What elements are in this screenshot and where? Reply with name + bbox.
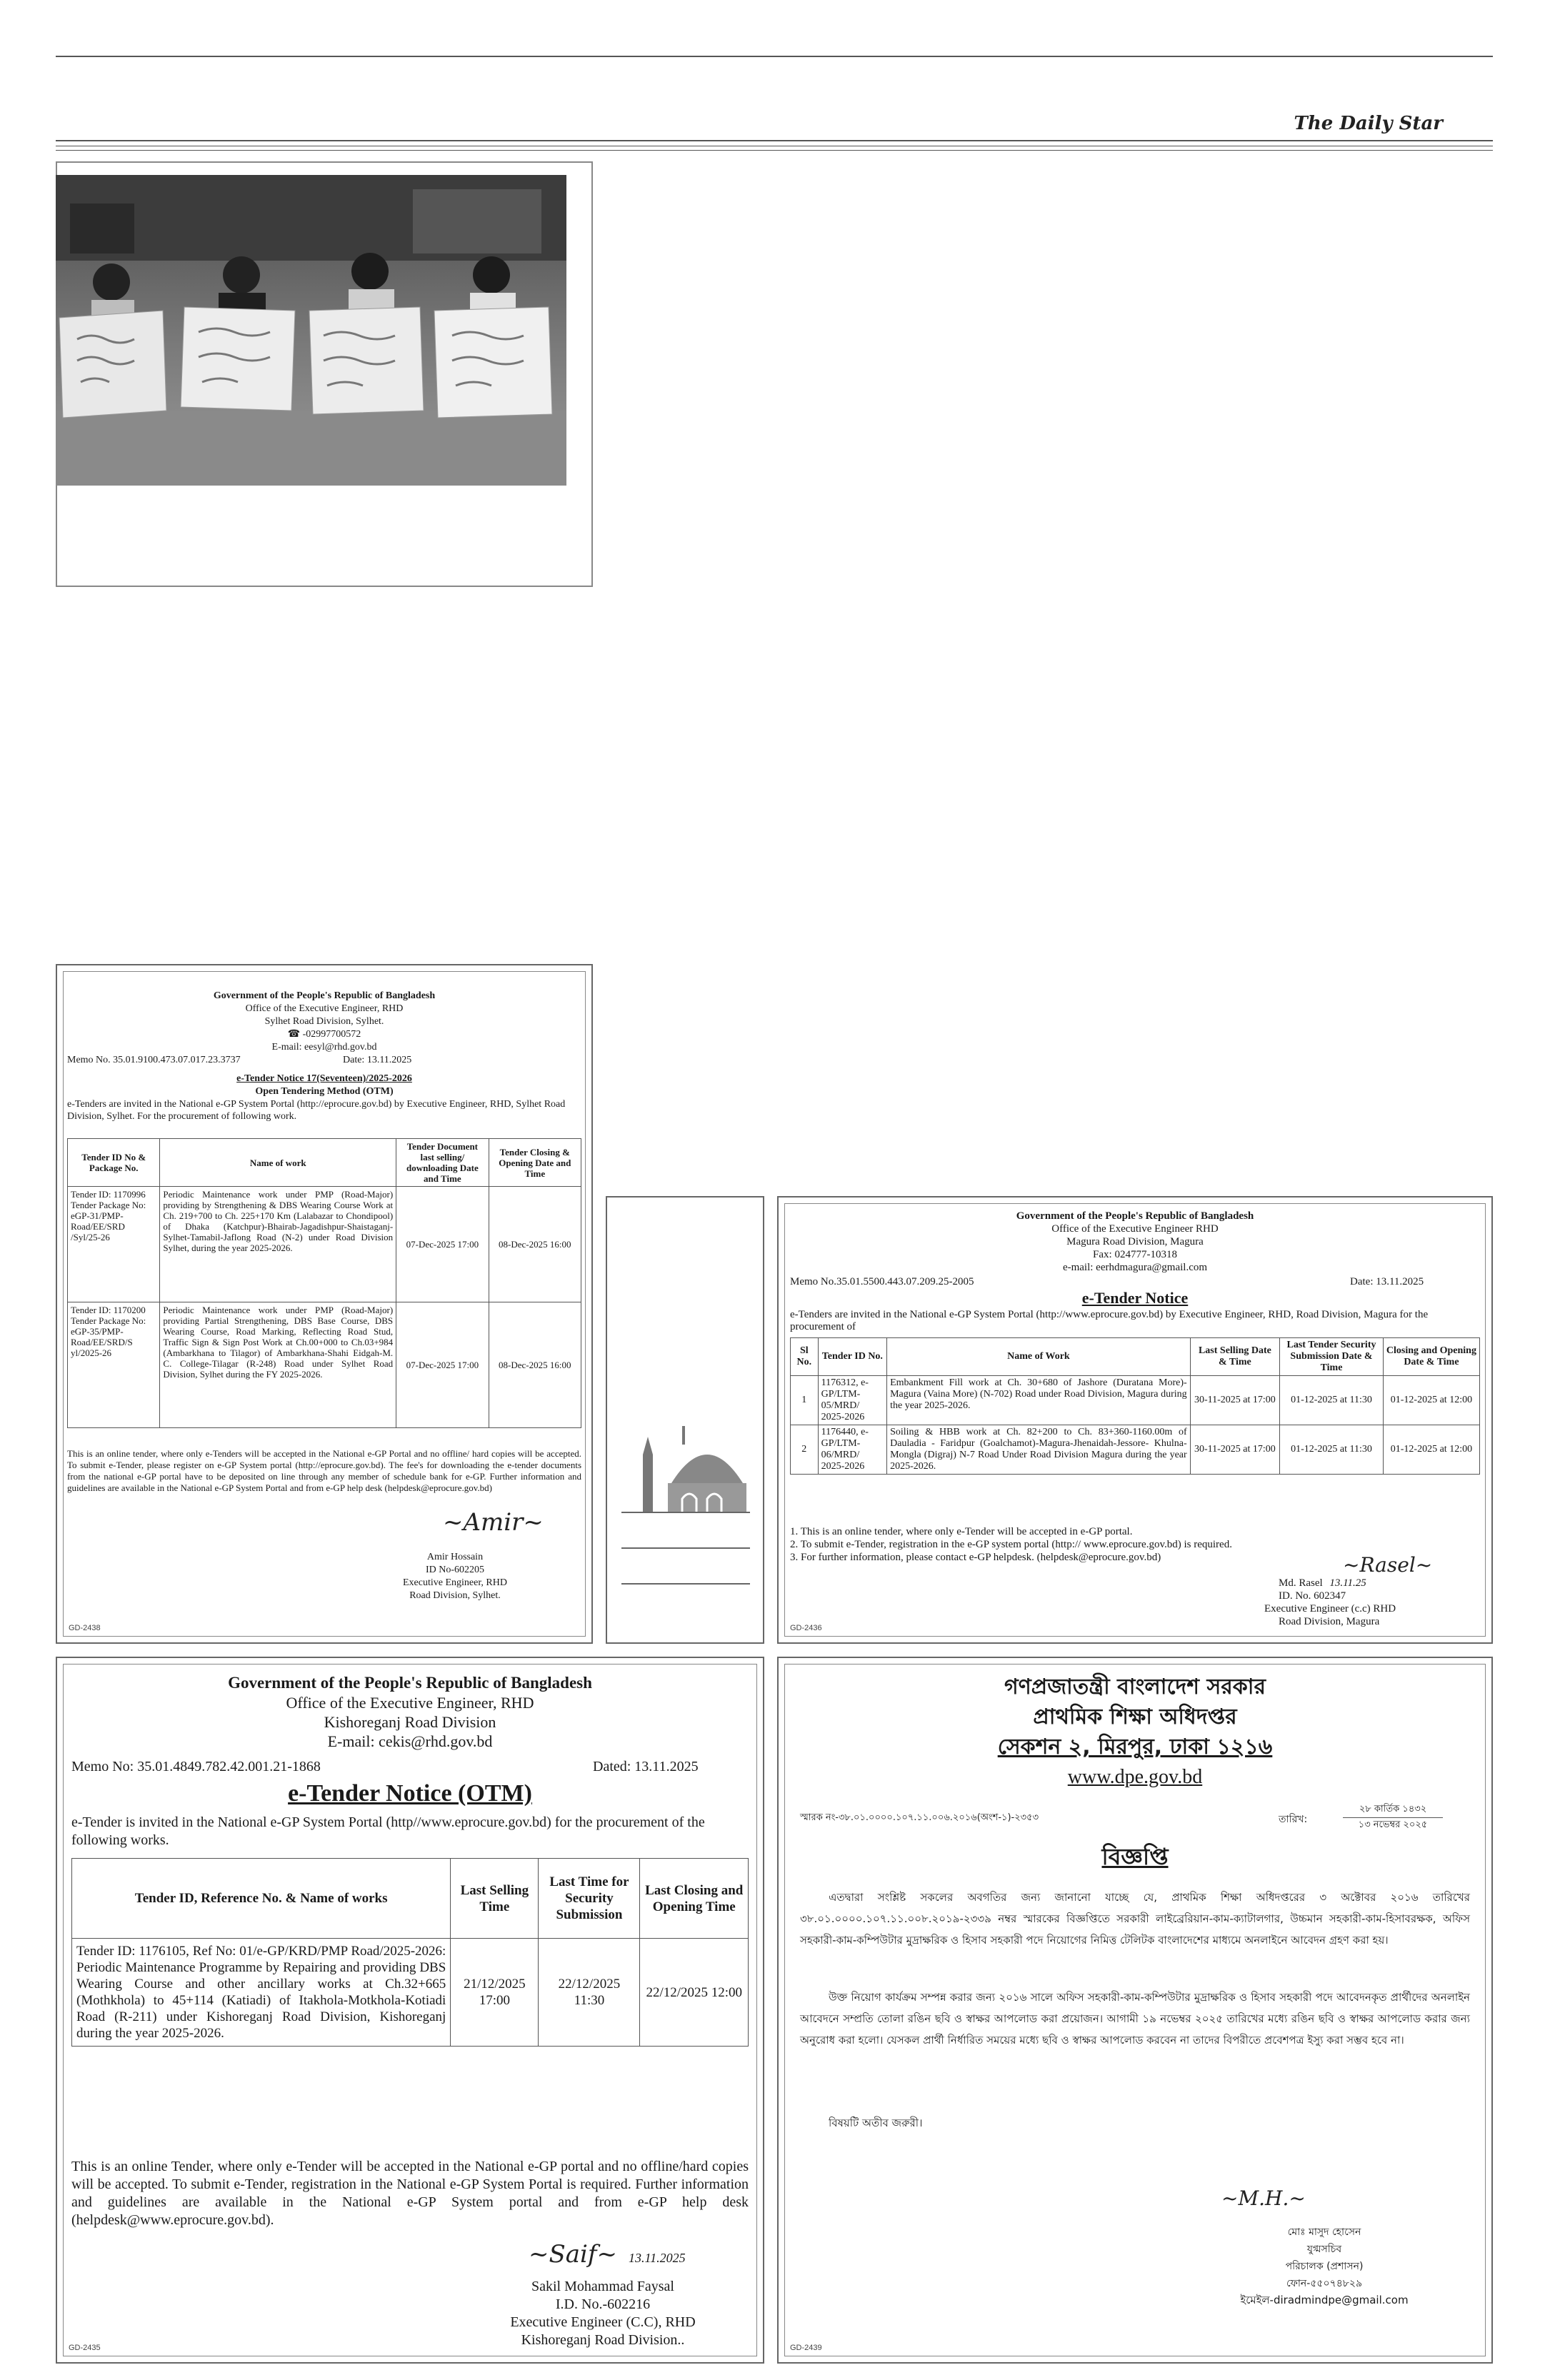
cell-closing: 08-Dec-2025 16:00 <box>489 1302 581 1428</box>
gd-number: GD-2436 <box>790 1624 822 1632</box>
table-header-row <box>72 1859 749 1939</box>
sign-date: 13.11.25 <box>1329 1577 1366 1589</box>
table-row <box>791 1425 1480 1475</box>
table-row <box>791 1376 1480 1425</box>
notice-office: Office of the Executive Engineer RHD <box>1051 1223 1219 1235</box>
placard-4 <box>434 307 552 418</box>
sign-name: Md. Rasel <box>1279 1577 1323 1589</box>
table-row <box>68 1302 581 1428</box>
tender-notice-kishoreganj <box>56 1657 764 2364</box>
sign-id: ID No-602205 <box>425 1565 485 1575</box>
col-header: Name of Work <box>887 1338 1191 1376</box>
notice-phone <box>67 1028 581 1040</box>
col-header: Last Tender Security Submission Date & Time <box>1280 1338 1384 1376</box>
cell-work: Periodic Maintenance work under PMP (Road-Major) providing Partial Strengthening, DBS Base Course, DBS Wearing Course, Road Marking, Reflecting Road Stud, Traffic Sign & Sign Post Work at Ch.00+000 to Ch.03+984 (Ambarkhana to Tilagor) of Ambarkhana-Shahi Eidgah-M. C. College-Tilagar (R-248) Road under Sylhet Road Division, Sylhet during the FY 2025-2026. <box>160 1302 396 1428</box>
note-2: 2. To submit e-Tender, registration in the e-GP system portal (http:// www.eprocure.gov.bd) is required. <box>790 1539 1232 1550</box>
notice-footer: This is an online Tender, where only e-Tender will be accepted in the National e-GP portal and no offline/hard copies will be accepted. To submit e-Tender, registration in the National e-GP System Portal is required. Further information and guidelines are available in the National e-GP System portal and from e-GP help desk (helpdesk@www.eprocure.gov.bd). <box>71 2159 749 2228</box>
header-rule-1 <box>56 140 1493 141</box>
signature: ~Rasel~ <box>1343 1553 1433 1577</box>
cell-security: 01-12-2025 at 11:30 <box>1280 1425 1384 1475</box>
notice-office: Office of the Executive Engineer, RHD <box>245 1003 404 1014</box>
notice-email: e-mail: eerhdmagura@gmail.com <box>1062 1262 1208 1273</box>
table-row <box>68 1187 581 1302</box>
cell-selling: 07-Dec-2025 17:00 <box>396 1302 489 1428</box>
notice-division: Magura Road Division, Magura <box>1066 1236 1204 1247</box>
notice-division: Kishoreganj Road Division <box>324 1713 496 1731</box>
notice-intro: e-Tenders are invited in the National e-GP System Portal (http://www.eprocure.gov.bd) by Executive Engineer, RHD, Road Division, Magura for the procurement of <box>790 1309 1429 1332</box>
placard-1 <box>59 311 166 418</box>
notice-dpe-bangla <box>777 1657 1493 2364</box>
notice-dept: প্রাথমিক শিক্ষা অধিদপ্তর <box>1033 1704 1237 1729</box>
sign-name: Amir Hossain <box>426 1552 484 1562</box>
col-header: Tender ID, Reference No. & Name of works <box>72 1859 451 1939</box>
sign-id: ID. No. 602347 <box>1279 1590 1346 1602</box>
col-header: Tender Closing & Opening Date and Time <box>489 1139 581 1187</box>
sign-division: Road Division, Sylhet. <box>409 1590 501 1601</box>
signature: ~M.H.~ <box>1221 2186 1306 2210</box>
notice-date: Date: 13.11.2025 <box>343 1055 412 1065</box>
tender-notice-sylhet <box>56 964 593 1644</box>
col-header: Name of work <box>160 1139 396 1187</box>
cell-security: 01-12-2025 at 11:30 <box>1280 1376 1384 1425</box>
sign-id: I.D. No.-602216 <box>555 2296 651 2312</box>
notice-date: Date: 13.11.2025 <box>1350 1276 1424 1287</box>
sign-title: Executive Engineer (c.c) RHD <box>1264 1603 1396 1615</box>
tender-table <box>790 1337 1480 1475</box>
sign-director: পরিচালক (প্রশাসন) <box>1285 2261 1364 2272</box>
tender-table <box>67 1138 581 1428</box>
phone-icon: ☎ <box>287 1029 301 1040</box>
notice-title: e-Tender Notice <box>1081 1289 1189 1307</box>
notice-para-2: উক্ত নিয়োগ কার্যক্রম সম্পন্ন করার জন্য ২০১৬ সালে অফিস সহকারী-কাম-কম্পিউটার মুদ্রাক্ষরিক ও হিসাব সহকারী পদে আবেদনকৃত প্রার্থীদের অনলাইন আবেদনে সম্প্রতি তোলা রঙিন ছবি ও স্বাক্ষর আপলোড করা প্রয়োজন। আগামী ১৯ নভেম্বর ২০২৫ তারিখের মধ্যে রঙিন ছবি ও স্বাক্ষর আপলোড করার জন্য অনুরোধ করা হলো। যেসকল প্রার্থী নির্ধারিত সময়ের মধ্যে ছবি ও স্বাক্ষর আপলোড করবেন না তাদের বিপরীতে প্রবেশপত্র ইস্যু করা সম্ভব হবে না। <box>800 1991 1470 2047</box>
cell-closing: 08-Dec-2025 16:00 <box>489 1187 581 1302</box>
notice-phone-number: -02997700572 <box>302 1029 361 1040</box>
gd-number: GD-2435 <box>69 2344 101 2352</box>
cell-tender-id: Tender ID: 1170200 Tender Package No: eGP-35/PMP-Road/EE/SRD/S yl/2025-26 <box>68 1302 160 1428</box>
table-header-row <box>68 1139 581 1187</box>
col-header: Last Time for Security Submission <box>539 1859 640 1939</box>
sign-date: 13.11.2025 <box>629 2251 686 2265</box>
notice-org: Government of the People's Republic of Bangladesh <box>228 1674 592 1692</box>
col-header: Last Selling Time <box>451 1859 539 1939</box>
notice-title: বিজ্ঞপ্তি <box>1101 1843 1169 1870</box>
sign-division: Kishoreganj Road Division.. <box>521 2332 685 2348</box>
notice-memo: Memo No: 35.01.4849.782.42.001.21-1868 <box>71 1759 321 1774</box>
col-header: Tender ID No. <box>818 1338 887 1376</box>
gd-number: GD-2439 <box>790 2344 822 2352</box>
col-header: Tender Document last selling/ downloading Date and Time <box>396 1139 489 1187</box>
masthead-logo: The Daily Star <box>1294 113 1443 134</box>
cell-work: Embankment Fill work at Ch. 30+680 of Jashore (Duratana More)-Magura (Vaina More) (N-702) Road under Road Division, Magura during the year 2025-2026. <box>887 1376 1191 1425</box>
sign-division: Road Division, Magura <box>1279 1616 1380 1627</box>
notice-address: সেকশন ২, মিরপুর, ঢাকা ১২১৬ <box>997 1734 1273 1759</box>
col-header: Last Closing and Opening Time <box>640 1859 749 1939</box>
note-3: 3. For further information, please contact e-GP helpdesk. (helpdesk@eprocure.gov.bd) <box>790 1552 1161 1563</box>
table-row <box>72 1939 749 2047</box>
notice-title: e-Tender Notice (OTM) <box>288 1780 532 1807</box>
notice-title: e-Tender Notice 17(Seventeen)/2025-2026 <box>236 1073 412 1084</box>
notice-method: Open Tendering Method (OTM) <box>255 1086 394 1097</box>
sign-phone: ফোন-৫৫০৭৪৮২৯ <box>1286 2278 1363 2289</box>
table-header-row <box>791 1338 1480 1376</box>
date-gregorian: ১৩ নভেম্বর ২০২৫ <box>1358 1819 1428 1830</box>
protest-photo-image <box>56 175 566 486</box>
mosque-ad <box>606 1196 764 1644</box>
notice-division: Sylhet Road Division, Sylhet. <box>264 1016 384 1027</box>
notice-para-1: এতদ্বারা সংশ্লিষ্ট সকলের অবগতির জন্য জানানো যাচ্ছে যে, প্রাথমিক শিক্ষা অধিদপ্তরের ৩ অক্টোবর ২০১৬ তারিখের ৩৮.০১.০০০০.১০৭.১১.০০৮.২০১৯-২৩৩৯ নম্বর স্মারকের বিজ্ঞপ্তিতে সরকারী লাইব্রেরিয়ান-কাম-ক্যাটালগার, উচ্চমান সহকারী-কাম-হিসাবরক্ষক, অফিস সহকারী-কাম-কম্পিউটার মুদ্রাক্ষরিক ও হিসাব সহকারী পদে নিয়োগের নিমিত্ত টেলিটক বাংলাদেশের মাধ্যমে অনলাইনে আবেদন গ্রহণ করা হয়। <box>800 1891 1470 1947</box>
cell-selling: 30-11-2025 at 17:00 <box>1190 1376 1279 1425</box>
cell-closing: 22/12/2025 12:00 <box>640 1939 749 2047</box>
notice-org: Government of the People's Republic of Bangladesh <box>213 990 436 1001</box>
notice-intro: e-Tender is invited in the National e-GP System Portal (http//www.eprocure.gov.bd) for the procurement of the following works. <box>71 1814 705 1848</box>
gd-number: GD-2438 <box>69 1624 101 1632</box>
placard-3 <box>309 307 424 414</box>
cell-tender-id: Tender ID: 1170996 Tender Package No: eGP-31/PMP-Road/EE/SRD /Syl/25-26 <box>68 1187 160 1302</box>
notice-urgent: বিষয়টি অতীব জরুরী। <box>829 2117 923 2129</box>
col-header: Closing and Opening Date & Time <box>1383 1338 1479 1376</box>
date-label: তারিখ: <box>1279 1814 1308 1825</box>
cell-selling: 30-11-2025 at 17:00 <box>1190 1425 1279 1475</box>
col-header: Last Selling Date & Time <box>1190 1338 1279 1376</box>
notice-footer: This is an online tender, where only e-Tenders will be accepted in the National e-GP Portal and no offline/ hard copies will be accepted. To submit e-Tender, please register on e-GP System portal (http://eprocure.gov.bd). The fee's for downloading the e-tender documents from the national e-GP portal have to be deposited on line through any member of schedule bank for e-GP. Further information and guidelines are available in the National e-GP System Portal and from e-GP help desk (helpdesk@eprocure.gov.bd) <box>67 1448 581 1493</box>
cell-selling: 07-Dec-2025 17:00 <box>396 1187 489 1302</box>
cell-closing: 01-12-2025 at 12:00 <box>1383 1376 1479 1425</box>
col-header: Sl No. <box>791 1338 819 1376</box>
cell-tender-id: 1176312, e-GP/LTM-05/MRD/ 2025-2026 <box>818 1376 887 1425</box>
signature: ~Amir~ <box>443 1508 544 1537</box>
cell-security: 22/12/2025 11:30 <box>539 1939 640 2047</box>
signature: ~Saif~ <box>529 2240 617 2269</box>
mosque-icon <box>607 1197 764 1644</box>
notice-email: E-mail: eesyl@rhd.gov.bd <box>271 1042 377 1053</box>
cell-tender-id: 1176440, e-GP/LTM-06/MRD/ 2025-2026 <box>818 1425 887 1475</box>
cell-closing: 01-12-2025 at 12:00 <box>1383 1425 1479 1475</box>
sign-line <box>1279 1577 1480 1590</box>
notice-email: E-mail: cekis@rhd.gov.bd <box>327 1732 493 1750</box>
cell-sl: 1 <box>791 1376 819 1425</box>
notice-org: গণপ্রজাতন্ত্রী বাংলাদেশ সরকার <box>1004 1674 1266 1699</box>
notice-memo: স্মারক নং-৩৮.০১.০০০০.১০৭.১১.০০৬.২০১৬(অংশ-১)-২৩৫৩ <box>800 1812 1039 1823</box>
notice-fax: Fax: 024777-10318 <box>1093 1249 1177 1260</box>
protest-photo <box>56 175 566 486</box>
cell-work: Soiling & HBB work at Ch. 82+200 to Ch. 83+360-1160.00m of Dauladia - Faridpur (Goalchamot)-Magura-Jhenaidah-Jessore- Khulna-Mongla (Digraj) N-7 Road Under Road Division Magura during the year 2025-2026. <box>887 1425 1191 1475</box>
sign-title: যুগ্মসচিব <box>1306 2244 1342 2255</box>
top-rule <box>56 56 1493 57</box>
notice-org: Government of the People's Republic of Bangladesh <box>1016 1210 1254 1222</box>
cell-selling: 21/12/2025 17:00 <box>451 1939 539 2047</box>
tender-notice-magura <box>777 1196 1493 1644</box>
notice-intro: e-Tenders are invited in the National e-GP System Portal (http://eprocure.gov.bd) by Executive Engineer, RHD, Sylhet Road Division, Sylhet. For the procurement of following work. <box>67 1099 566 1122</box>
notice-web: www.dpe.gov.bd <box>1067 1766 1203 1788</box>
sign-name: Sakil Mohammad Faysal <box>531 2279 674 2294</box>
notice-dated: Dated: 13.11.2025 <box>593 1759 699 1774</box>
header-rule-3 <box>56 150 1493 151</box>
sign-title: Executive Engineer (C.C), RHD <box>510 2314 696 2330</box>
note-1: 1. This is an online tender, where only e-Tender will be accepted in e-GP portal. <box>790 1526 1133 1537</box>
cell-sl: 2 <box>791 1425 819 1475</box>
cell-work: Tender ID: 1176105, Ref No: 01/e-GP/KRD/PMP Road/2025-2026: Periodic Maintenance Programme by Repairing and providing DBS Wearing Course and other ancillary works at Ch.32+665 (Mothkhola) to 45+114 (Katiadi) of Itakhola-Motkhola-Kotiadi Road (R-211) under Kishoreganj Road Division, Kishoreganj during the year 2025-2026. <box>72 1939 451 2047</box>
notice-office: Office of the Executive Engineer, RHD <box>286 1694 534 1712</box>
sign-title: Executive Engineer, RHD <box>402 1577 507 1588</box>
col-header: Tender ID No & Package No. <box>68 1139 160 1187</box>
placard-2 <box>181 307 295 411</box>
sign-name: মোঃ মাসুদ হোসেন <box>1287 2226 1361 2238</box>
sign-email: ইমেইল-diradmindpe@gmail.com <box>1240 2294 1409 2306</box>
date-bangla: ২৮ কার্তিক ১৪৩২ <box>1343 1802 1443 1818</box>
cell-work: Periodic Maintenance work under PMP (Road-Major) providing by Strengthening & DBS Wearing Course Work at Ch. 219+700 to Ch. 225+170 Km (Lalabazar to Chondipool) of Dhaka (Katchpur)-Bhairab-Jagadishpur-Shaistaganj-Sylhet-Tamabil-Jaflong Road (N-2) under Road Division Sylhet, during the year 2025-2026. <box>160 1187 396 1302</box>
notice-memo: Memo No.35.01.5500.443.07.209.25-2005 <box>790 1276 974 1287</box>
notice-memo: Memo No. 35.01.9100.473.07.017.23.3737 <box>67 1055 241 1065</box>
tender-table <box>71 1858 749 2047</box>
